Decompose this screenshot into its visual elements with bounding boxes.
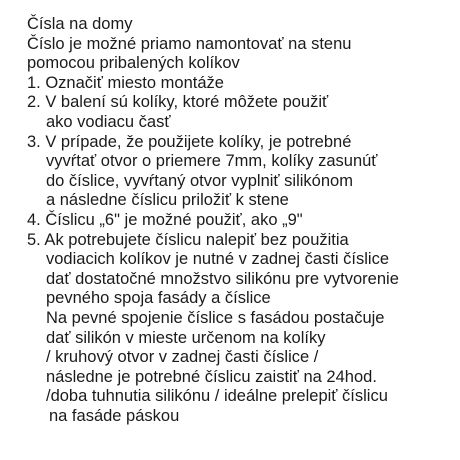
step-2-line-1: 2. V balení sú kolíky, ktoré môžete použiť [27,93,329,112]
step-5-line-1: 5. Ak potrebujete číslicu nalepiť bez použitia [27,230,349,249]
step-3-line-4: a následne číslicu priložiť k stene [46,191,289,210]
step-2 [27,93,452,132]
intro-line-2: pomocou pribalených kolíkov [27,54,240,73]
step-5-line-10: na fasáde páskou [49,406,180,425]
step-2-line-2: ako vodiacu časť [46,112,171,131]
step-3-line-3: do číslice, vyvŕtaný otvor vyplniť silikónom [46,171,353,190]
step-3-line-2: vyvŕtať otvor o priemere 7mm, kolíky zasunúť [46,152,378,171]
step-5-line-5: Na pevné spojenie číslice s fasádou postačuje [46,308,385,327]
step-4-line-1: 4. Číslicu „6" je možné použiť, ako „9" [27,210,303,229]
document-title: Čísla na domy [27,15,133,33]
step-1-line-1: 1. Označiť miesto montáže [27,73,224,92]
step-5-line-7: / kruhový otvor v zadnej časti číslice / [46,348,319,367]
step-5-line-9: /doba tuhnutia silikónu / ideálne prelepiť číslicu [46,387,388,406]
intro-line-1: Číslo je možné priamo namontovať na stenu [27,34,352,53]
step-5-line-4: pevného spoja fasády a číslice [46,289,271,308]
step-5 [27,231,452,427]
step-1 [27,74,452,94]
step-5-line-6: dať silikón v mieste určenom na kolíky [46,328,326,347]
step-4 [27,211,452,231]
step-5-line-3: dať dostatočné množstvo silikónu pre vytvorenie [46,269,399,288]
step-5-line-2: vodiacich kolíkov je nutné v zadnej časti číslice [46,250,390,269]
step-3 [27,133,452,211]
instruction-document [27,15,452,426]
step-3-line-1: 3. V prípade, že použijete kolíky, je potrebné [27,132,352,151]
step-5-line-8: následne je potrebné číslicu zaistiť na 24hod. [46,367,377,386]
